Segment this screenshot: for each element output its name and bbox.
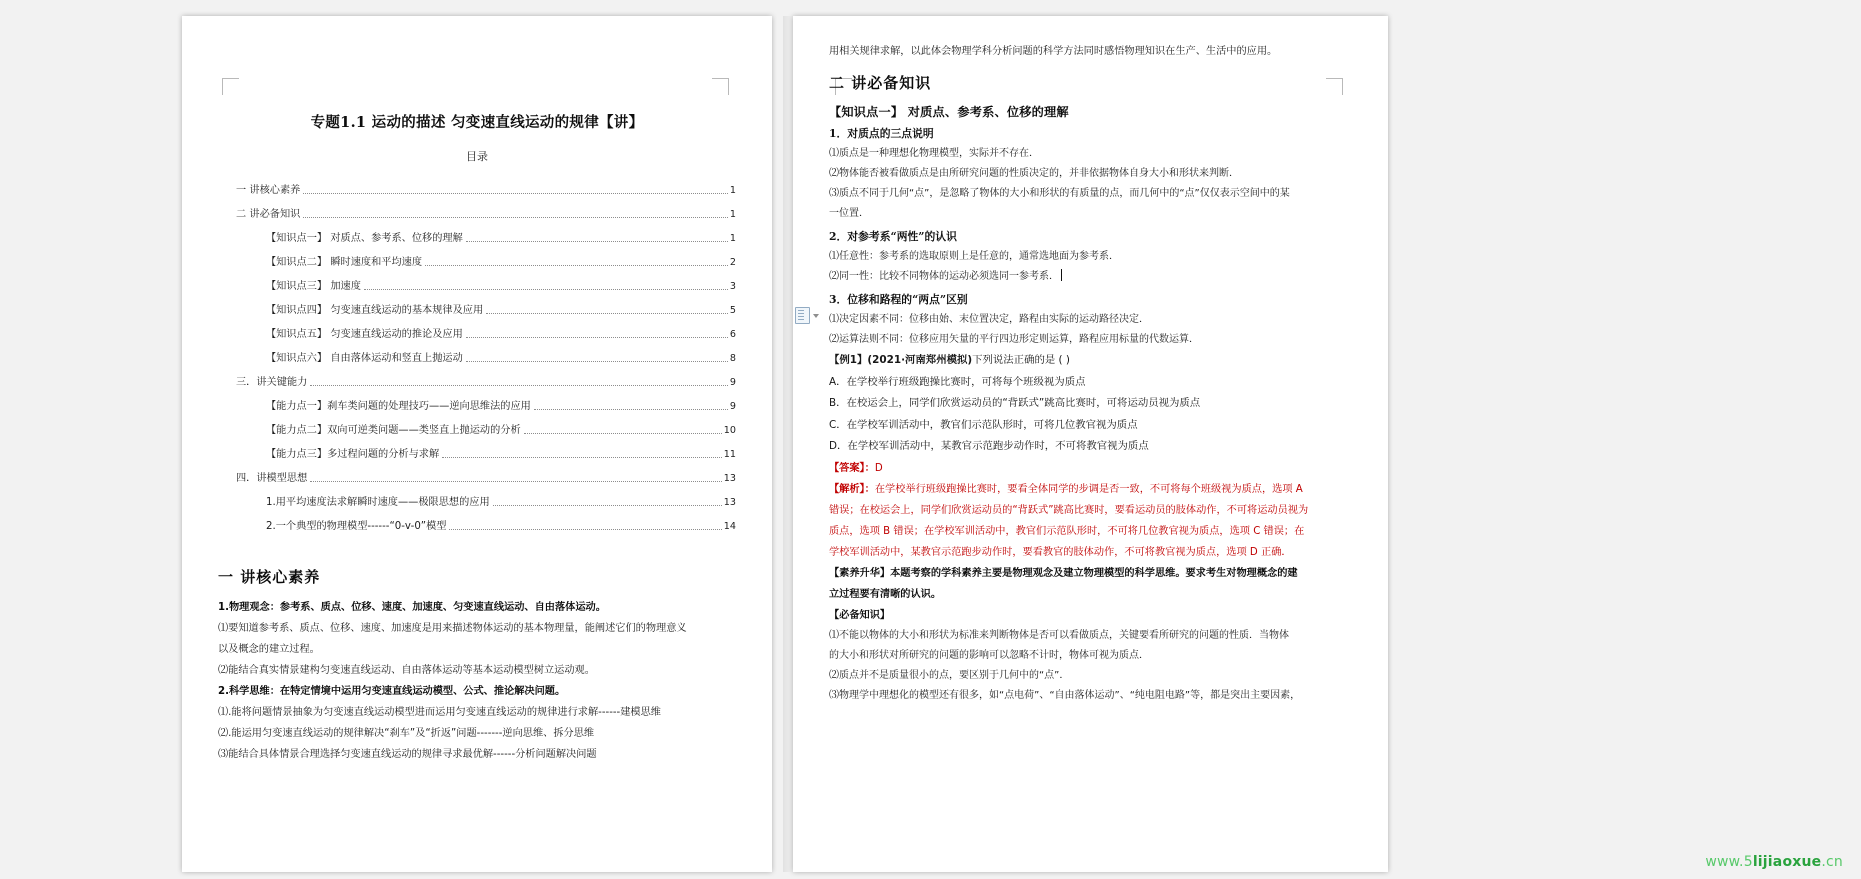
toc-leader-dots <box>303 216 728 218</box>
sublimation-line <box>829 563 1352 584</box>
analysis-line <box>829 479 1352 500</box>
toc-leader-dots <box>524 432 722 434</box>
paste-options-control[interactable] <box>795 307 819 324</box>
toc-leader-dots <box>534 408 728 410</box>
answer-value: D <box>874 462 883 474</box>
toc-entry-label: 【知识点一】 对质点、参考系、位移的理解 <box>266 232 463 244</box>
competency-heading: 2.科学思维：在特定情境中运用匀变速直线运动模型、公式、推论解决问题。 <box>218 686 566 697</box>
core-competency-body <box>218 597 736 765</box>
analysis-line: 错误；在校运会上，同学们欣赏运动员的“背跃式”跳高比赛时，要看运动员的肢体动作，不可将运动员视为 <box>829 504 1309 516</box>
watermark-part-3: .cn <box>1821 854 1843 870</box>
toc-entry[interactable] <box>218 436 736 460</box>
reference-frame-item: ⑴任意性：参考系的选取原则上是任意的，通常选地面为参考系． <box>829 251 1119 262</box>
toc-entry-page: 13 <box>723 497 736 509</box>
toc-entry-page: 9 <box>729 377 736 389</box>
competency-text: ⑵.能运用匀变速直线运动的规律解决“刹车”及“折返”问题-------逆向思维、拆分思维 <box>218 728 595 739</box>
toc-entry[interactable] <box>218 292 736 316</box>
toc-leader-dots <box>364 288 728 290</box>
toc-entry-page: 14 <box>723 521 736 533</box>
must-know-line: ⑵质点并不是质量很小的点，要区别于几何中的“点”． <box>829 669 1070 681</box>
toc-entry-label: 【知识点五】 匀变速直线运动的推论及应用 <box>266 328 463 340</box>
toc-entry-page: 9 <box>729 401 736 413</box>
chevron-down-icon[interactable] <box>813 314 819 318</box>
page-right-content <box>793 16 1388 706</box>
mass-point-item: 一位置． <box>829 208 869 219</box>
page-gutter-shadow <box>783 16 793 872</box>
competency-text: ⑴要知道参考系、质点、位移、速度、加速度是用来描述物体运动的基本物理量，能阐述它们的物理意义 <box>218 623 687 634</box>
toc-entry-label: 1.用平均速度法求解瞬时速度——极限思想的应用 <box>266 496 490 508</box>
paste-options-icon[interactable] <box>795 307 810 324</box>
option-item: C．在学校军训活动中，教官们示范队形时，可将几位教官视为质点 <box>829 418 1138 431</box>
reference-frame-item: ⑵同一性：比较不同物体的运动必须选同一参考系． <box>829 267 1352 287</box>
toc-entry-page: 11 <box>723 449 736 461</box>
document-page-right[interactable] <box>793 16 1388 872</box>
toc-entry[interactable] <box>218 172 736 196</box>
toc-entry-page: 1 <box>729 233 736 245</box>
toc-entry-label: 一 讲核心素养 <box>236 184 301 196</box>
analysis-label: 【解析】： <box>829 483 875 495</box>
example-label: 【例1】 <box>829 354 868 366</box>
toc-entry-label: 四．讲模型思想 <box>236 472 308 484</box>
subheading-reference-frame: 2．对参考系“两性”的认识 <box>829 230 957 243</box>
toc-entry-label: 【知识点三】 加速度 <box>266 280 361 292</box>
toc-leader-dots <box>310 384 728 386</box>
lead-paragraph: 用相关规律求解，以此体会物理学科分析问题的科学方法同时感悟物理知识在生产、生活中的应用。 <box>829 46 1278 57</box>
toc-entry-label: 【知识点六】 自由落体运动和竖直上抛运动 <box>266 352 463 364</box>
toc-entry[interactable] <box>218 364 736 388</box>
toc-entry-page: 8 <box>729 353 736 365</box>
toc-leader-dots <box>466 336 728 338</box>
toc-entry[interactable] <box>218 508 736 532</box>
example-source: (2021·河南郑州模拟) <box>867 354 973 366</box>
toc-leader-dots <box>425 264 728 266</box>
table-of-contents <box>218 172 736 532</box>
watermark-part-1: www.5 <box>1705 854 1753 870</box>
analysis-line: 质点，选项 B 错误；在学校军训活动中，教官们示范队形时，不可将几位教官视为质点，选项 C 错误；在 <box>829 525 1305 537</box>
sublimation-text: 本题考察的学科素养主要是物理观念及建立物理模型的科学思维。要求考生对物理概念的建 <box>890 567 1298 579</box>
sublimation-label: 【素养升华】 <box>829 567 891 579</box>
subheading-mass-point: 1．对质点的三点说明 <box>829 127 934 140</box>
answer-label: 【答案】： <box>829 462 875 474</box>
section-heading-core-competency: 一 讲核心素养 <box>218 568 321 586</box>
sublimation-block <box>829 563 1352 605</box>
toc-leader-dots <box>442 456 722 458</box>
toc-entry[interactable] <box>218 412 736 436</box>
analysis-line: 学校军训活动中，某教官示范跑步动作时，要看教官的肢体动作，不可将教官视为质点，选项 D 正确． <box>829 546 1292 558</box>
toc-leader-dots <box>466 360 728 362</box>
must-know-line: ⑶物理学中理想化的模型还有很多，如“点电荷”、“自由落体运动”、“纯电阻电路”等，都是突出主要因素， <box>829 689 1301 701</box>
toc-entry-page: 2 <box>729 257 736 269</box>
toc-entry[interactable] <box>218 316 736 340</box>
toc-leader-dots <box>310 480 721 482</box>
toc-entry-label: 三．讲关键能力 <box>236 376 308 388</box>
toc-leader-dots <box>466 240 728 242</box>
subheading-displacement-distance: 3．位移和路程的“两点”区别 <box>829 293 968 306</box>
toc-leader-dots <box>493 504 722 506</box>
toc-caption: 目录 <box>466 150 488 163</box>
competency-text: ⑵能结合真实情景建构匀变速直线运动、自由落体运动等基本运动模型树立运动观。 <box>218 665 595 676</box>
site-watermark <box>1705 854 1843 870</box>
text-cursor <box>1061 269 1062 281</box>
example-question-stem <box>829 350 1352 372</box>
displacement-item: ⑴决定因素不同：位移由始、末位置决定，路程由实际的运动路径决定． <box>829 314 1149 325</box>
must-know-line: 的大小和形状对所研究的问题的影响可以忽略不计时，物体可视为质点． <box>829 649 1149 661</box>
toc-entry-label: 【能力点三】多过程问题的分析与求解 <box>266 448 440 460</box>
watermark-part-2: lijiaoxue <box>1752 854 1822 870</box>
toc-entry[interactable] <box>218 388 736 412</box>
toc-entry-page: 3 <box>729 281 736 293</box>
analysis-block <box>829 479 1352 563</box>
option-item: B．在校运会上，同学们欣赏运动员的“背跃式”跳高比赛时，可将运动员视为质点 <box>829 397 1201 409</box>
analysis-text: 在学校举行班级跑操比赛时，要看全体同学的步调是否一致，不可将每个班级视为质点，选项 A <box>874 483 1303 495</box>
toc-entry-page: 6 <box>729 329 736 341</box>
toc-entry-page: 1 <box>729 185 736 197</box>
toc-leader-dots <box>486 312 728 314</box>
displacement-item: ⑵运算法则不同：位移应用矢量的平行四边形定则运算，路程应用标量的代数运算． <box>829 334 1199 345</box>
option-item: A．在学校举行班级跑操比赛时，可将每个班级视为质点 <box>829 375 1086 388</box>
toc-entry-label: 【能力点一】刹车类问题的处理技巧——逆向思维法的应用 <box>266 400 531 412</box>
toc-entry[interactable] <box>218 460 736 484</box>
example-stem: 下列说法正确的是 ( ) <box>972 354 1070 366</box>
page-title: 专题1.1 运动的描述 匀变速直线运动的规律【讲】 <box>310 114 644 131</box>
toc-entry-page: 10 <box>723 425 736 437</box>
document-page-left[interactable] <box>182 16 772 872</box>
answer-line <box>829 458 1352 479</box>
competency-text: ⑶能结合具体情景合理选择匀变速直线运动的规律寻求最优解------分析问题解决问题 <box>218 749 597 760</box>
section-heading-essential-knowledge: 二 讲必备知识 <box>829 74 932 92</box>
competency-text: ⑴.能将问题情景抽象为匀变速直线运动模型进而运用匀变速直线运动的规律进行求解------建模思维 <box>218 707 661 718</box>
must-know-line: ⑴不能以物体的大小和形状为标准来判断物体是否可以看做质点，关键要看所研究的问题的性质．当物体 <box>829 629 1289 641</box>
competency-text: 以及概念的建立过程。 <box>218 644 320 655</box>
toc-entry[interactable] <box>218 196 736 220</box>
reference-frame-list <box>829 247 1352 287</box>
toc-entry-page: 1 <box>729 209 736 221</box>
toc-leader-dots <box>449 528 721 530</box>
toc-entry-label: 二 讲必备知识 <box>236 208 301 220</box>
toc-entry-label: 【知识点四】 匀变速直线运动的基本规律及应用 <box>266 304 484 316</box>
page-left-content <box>182 16 772 765</box>
toc-leader-dots <box>303 192 728 194</box>
displacement-distance-list <box>829 310 1352 350</box>
mass-point-item: ⑶质点不同于几何“点”，是忽略了物体的大小和形状的有质量的点，而几何中的“点”仅仅表示空间中的某 <box>829 188 1290 199</box>
toc-entry[interactable] <box>218 244 736 268</box>
competency-heading: 1.物理观念：参考系、质点、位移、速度、加速度、匀变速直线运动、自由落体运动。 <box>218 602 606 613</box>
must-know-label: 【必备知识】 <box>829 609 891 621</box>
toc-entry-label: 2.一个典型的物理模型------“0-v-0”模型 <box>266 520 447 532</box>
mass-point-item: ⑴质点是一种理想化物理模型，实际并不存在． <box>829 148 1039 159</box>
toc-entry-page: 13 <box>723 473 736 485</box>
example-options <box>829 372 1352 458</box>
mass-point-item: ⑵物体能否被看做质点是由所研究问题的性质决定的，并非依据物体自身大小和形状来判断． <box>829 168 1239 179</box>
toc-entry[interactable] <box>218 340 736 364</box>
knowledge-point-one-title: 【知识点一】 对质点、参考系、位移的理解 <box>829 105 1069 119</box>
toc-entry[interactable] <box>218 268 736 292</box>
toc-entry-label: 【知识点二】 瞬时速度和平均速度 <box>266 256 423 268</box>
toc-entry-page: 5 <box>729 305 736 317</box>
toc-entry[interactable] <box>218 220 736 244</box>
must-know-block <box>829 605 1352 706</box>
toc-entry[interactable] <box>218 484 736 508</box>
option-item: D．在学校军训活动中，某教官示范跑步动作时，不可将教官视为质点 <box>829 440 1149 452</box>
toc-entry-label: 【能力点二】双向可逆类问题——类竖直上抛运动的分析 <box>266 424 521 436</box>
sublimation-line: 立过程要有清晰的认识。 <box>829 588 942 600</box>
mass-point-list <box>829 144 1352 224</box>
